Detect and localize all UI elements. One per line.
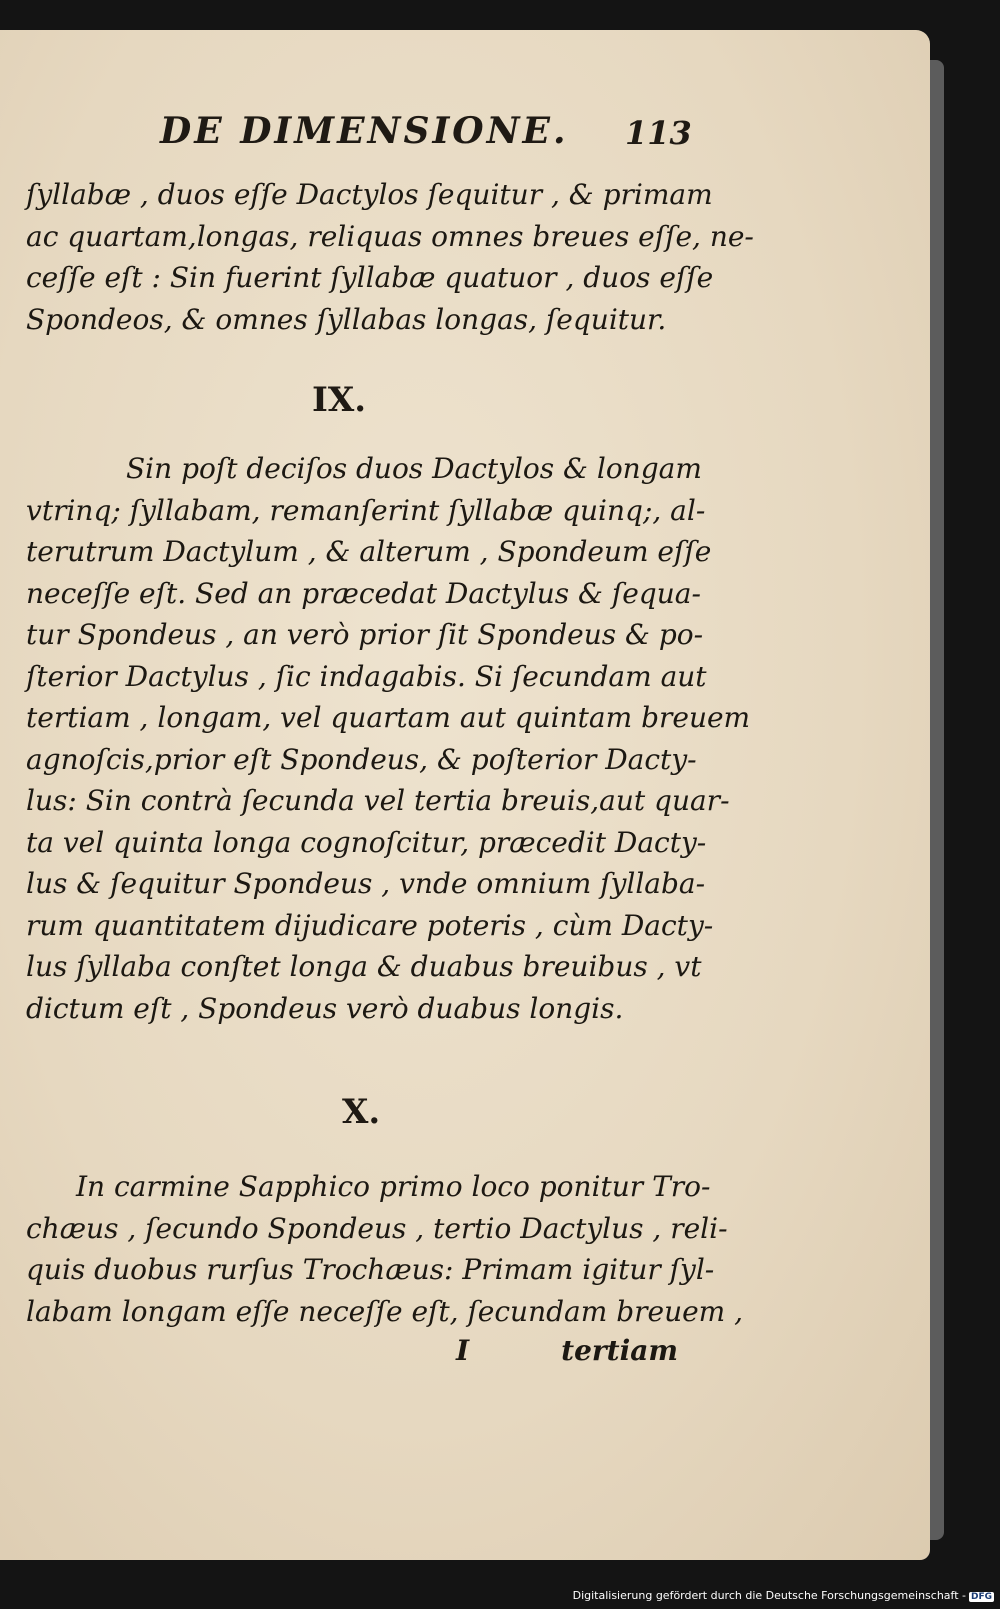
text-line: lus ſyllaba conſtet longa & duabus breuibus , vt [26, 950, 702, 983]
paragraph-1 [26, 174, 754, 340]
running-head [0, 98, 930, 158]
text-line: ceſſe eſt : Sin fuerint ſyllabæ quatuor , duos eſſe [26, 261, 714, 294]
text-line: chæus , ſecundo Spondeus , tertio Dactylus , reli- [26, 1211, 728, 1245]
text-line: ta vel quinta longa cognoſcitur, præcedit Dacty- [26, 825, 707, 859]
text-line: rum quantitatem dijudicare poteris , cùm Dacty- [26, 908, 714, 942]
credit-text: Digitalisierung gefördert durch die Deutsche Forschungsgemeinschaft - [572, 1589, 966, 1602]
text-line: terutrum Dactylum , & alterum , Spondeum eſſe [26, 535, 712, 568]
text-line: neceſſe eſt. Sed an præcedat Dactylus & ſequa- [26, 576, 701, 610]
text-line: tertiam , longam, vel quartam aut quintam breuem [26, 701, 751, 734]
catchline [26, 1334, 678, 1378]
running-title: DE DIMENSIONE. [160, 110, 569, 152]
text-line: dictum eſt , Spondeus verò duabus longis. [26, 991, 624, 1025]
text-line: ac quartam,longas, reliquas omnes breues eſſe, ne- [26, 219, 754, 253]
paragraph-3 [26, 1166, 744, 1332]
page-number: 113 [625, 114, 692, 152]
text-line: Sin poſt deciſos duos Dactylos & longam [126, 452, 702, 485]
text-line: agnoſcis,prior eſt Spondeus, & poſterior Dacty- [26, 742, 697, 776]
text-line: ſterior Dactylus , ſic indagabis. Si ſecundam aut [26, 659, 707, 693]
signature-mark: I [456, 1334, 470, 1367]
text-line: In carmine Sapphico primo loco ponitur Tro- [76, 1170, 711, 1203]
catchword: tertiam [561, 1334, 678, 1367]
paragraph-2 [26, 448, 751, 1029]
section-heading-x: X. [342, 1092, 381, 1132]
page-edge [930, 60, 944, 1540]
text-line: quis duobus rurſus Trochæus: Primam igitur ſyl- [26, 1253, 715, 1286]
dfg-logo: DFG [970, 1592, 992, 1602]
text-line: ſyllabæ , duos eſſe Dactylos ſequitur , & primam [26, 178, 713, 211]
text-line: Spondeos, & omnes ſyllabas longas, ſequitur. [26, 302, 667, 336]
text-line: lus: Sin contrà ſecunda vel tertia breuis,aut quar- [26, 784, 730, 817]
section-heading-ix: IX. [312, 380, 367, 420]
text-line: labam longam eſſe neceſſe eſt, ſecundam breuem , [26, 1294, 744, 1328]
text-line: vtrinq; ſyllabam, remanſerint ſyllabæ quinq;, al- [26, 493, 706, 527]
digitization-credit [573, 1589, 994, 1602]
text-line: lus & ſequitur Spondeus , vnde omnium ſyllaba- [26, 867, 706, 900]
text-line: tur Spondeus , an verò prior ſit Spondeus & po- [26, 618, 704, 651]
